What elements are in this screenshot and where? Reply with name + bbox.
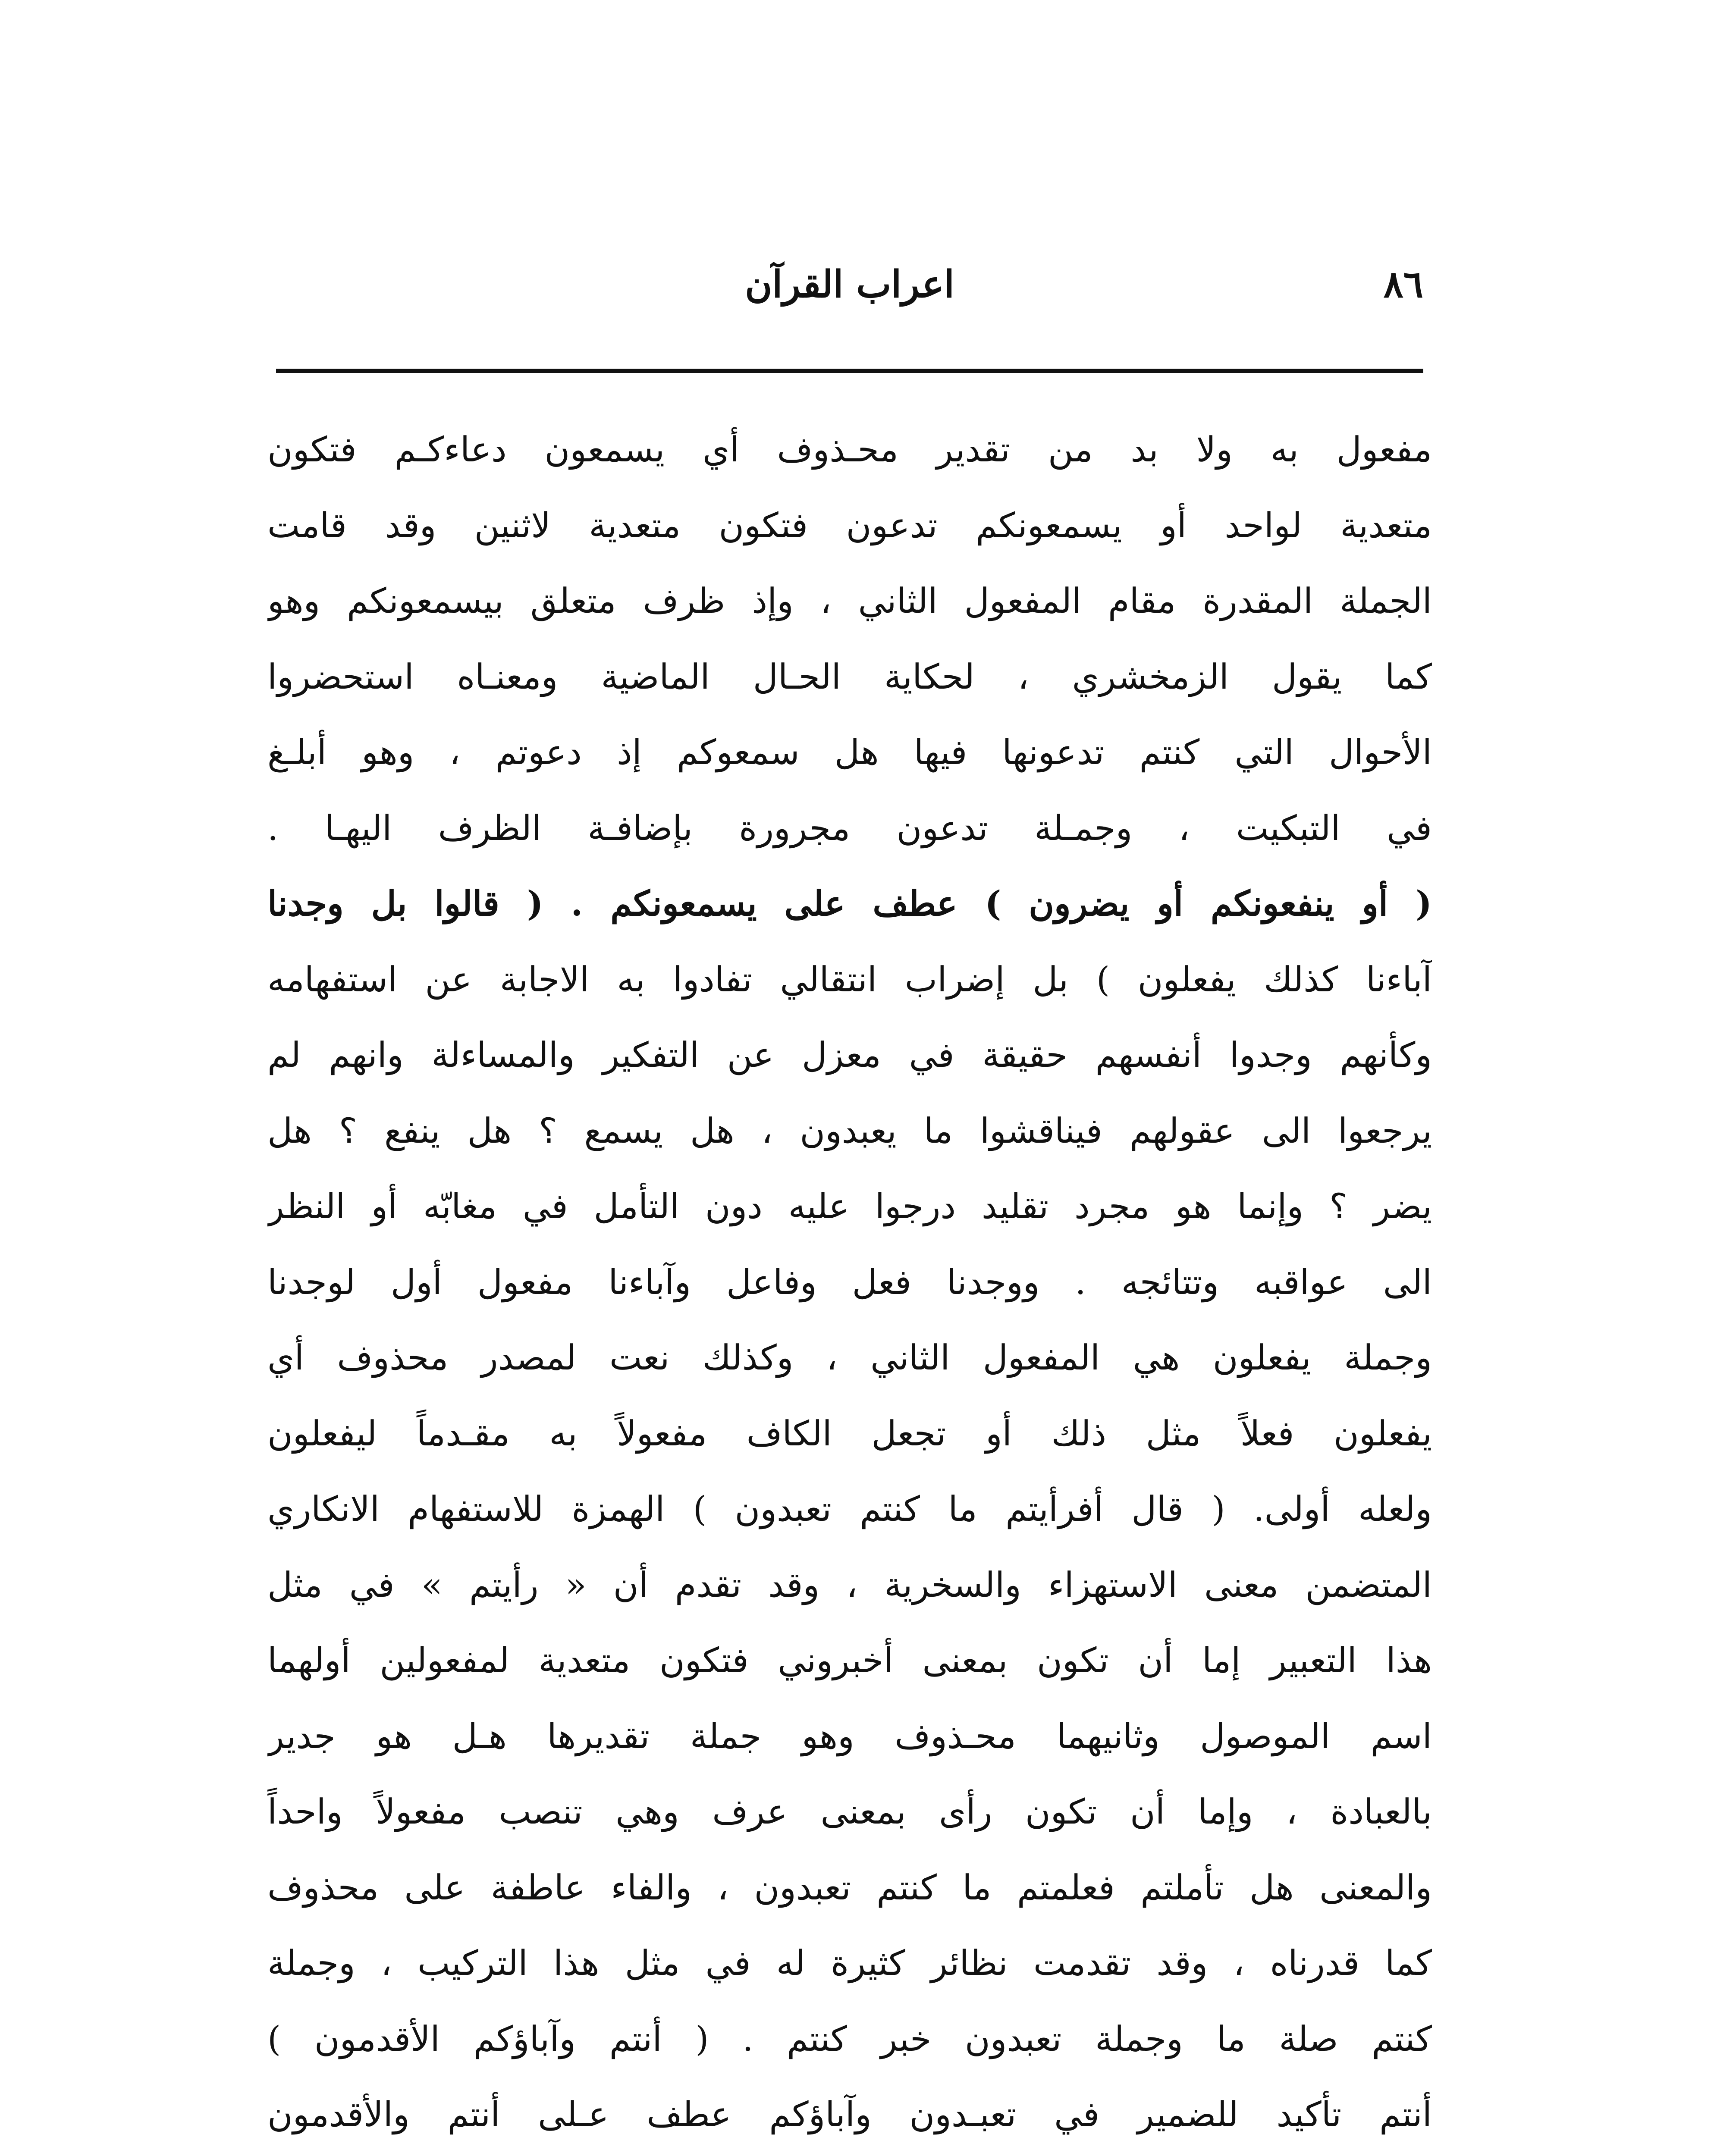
text-line [267,2153,1432,2156]
text-line: الى عواقبه وتتائجه . ووجدنا فعل وفاعل وآباءنا مفعول أول لوجدنا [267,1262,1432,1302]
text-line: الأحوال التي كنتم تدعونها فيها هل سمعوكم إذ دعوتم ، وهو أبلـغ [267,732,1432,772]
text-line: كنتم صلة ما وجملة تعبدون خبر كنتم . ( أنتم وآباؤكم الأقدمون ) [267,2018,1432,2059]
text-line: كما يقول الزمخشري ، لحكاية الحـال الماضية ومعنـاه استحضروا [267,656,1432,697]
header-rule [276,369,1423,373]
running-title: اعراب القرآن [745,263,954,306]
text-line: متعدية لواحد أو يسمعونكم تدعون فتكون متعدية لاثنين وقد قامت [267,505,1432,545]
text-line: الجملة المقدرة مقام المفعول الثاني ، وإذ ظرف متعلق بيسمعونكم وهو [267,581,1432,621]
text-line: مفعول به ولا بد من تقدير محـذوف أي يسمعون دعاءكـم فتكون [267,429,1432,470]
text-line: والمعنى هل تأملتم فعلمتم ما كنتم تعبدون ، والفاء عاطفة على محذوف [267,1867,1432,1908]
body-text [267,412,1432,2156]
text-line: يفعلون فعلاً مثل ذلك أو تجعل الكاف مفعولاً به مقـدماً ليفعلون [267,1413,1432,1454]
text-line: أنتم تأكيد للضمير في تعبـدون وآباؤكم عطف عـلى أنتم والأقدمون [267,2094,1432,2134]
text-line: وكأنهم وجدوا أنفسهم حقيقة في معزل عن التفكير والمساءلة وانهم لم [267,1035,1432,1075]
text-line: يرجعوا الى عقولهم فيناقشوا ما يعبدون ، هل يسمع ؟ هل ينفع ؟ هل [267,1110,1432,1151]
text-line: ولعله أولى. ( قال أفرأيتم ما كنتم تعبدون ) الهمزة للاستفهام الانكاري [267,1489,1432,1529]
page-number: ٨٦ [1383,263,1423,306]
text-line: وجملة يفعلون هي المفعول الثاني ، وكذلك نعت لمصدر محذوف أي [267,1338,1432,1378]
text-line: اسم الموصول وثانيهما محـذوف وهو جملة تقديرها هـل هو جدير [267,1716,1432,1756]
text-line: هذا التعبير إما أن تكون بمعنى أخبروني فتكون متعدية لمفعولين أولهما [267,1640,1432,1680]
text-line: بالعبادة ، وإما أن تكون رأى بمعنى عرف وهي تنصب مفعولاً واحداً [267,1792,1432,1832]
text-line: آباءنا كذلك يفعلون ) بل إضراب انتقالي تفادوا به الاجابة عن استفهامه [267,959,1432,1000]
text-line: يضر ؟ وإنما هو مجرد تقليد درجوا عليه دون التأمل في مغابّه أو النظر [267,1186,1432,1226]
text-line: المتضمن معنى الاستهزاء والسخرية ، وقد تقدم أن « رأيتم » في مثل [267,1564,1432,1605]
text-line: ( أو ينفعونكم أو يضرون ) عطف على يسمعونكم . ( قالوا بل وجدنا [267,883,1432,924]
text-line: كما قدرناه ، وقد تقدمت نظائر كثيرة له في مثل هذا التركيب ، وجملة [267,1943,1432,1983]
page-header [276,259,1423,328]
text-line: في التبكيت ، وجمـلة تدعون مجرورة بإضافـة الظرف اليهـا . [267,808,1432,848]
